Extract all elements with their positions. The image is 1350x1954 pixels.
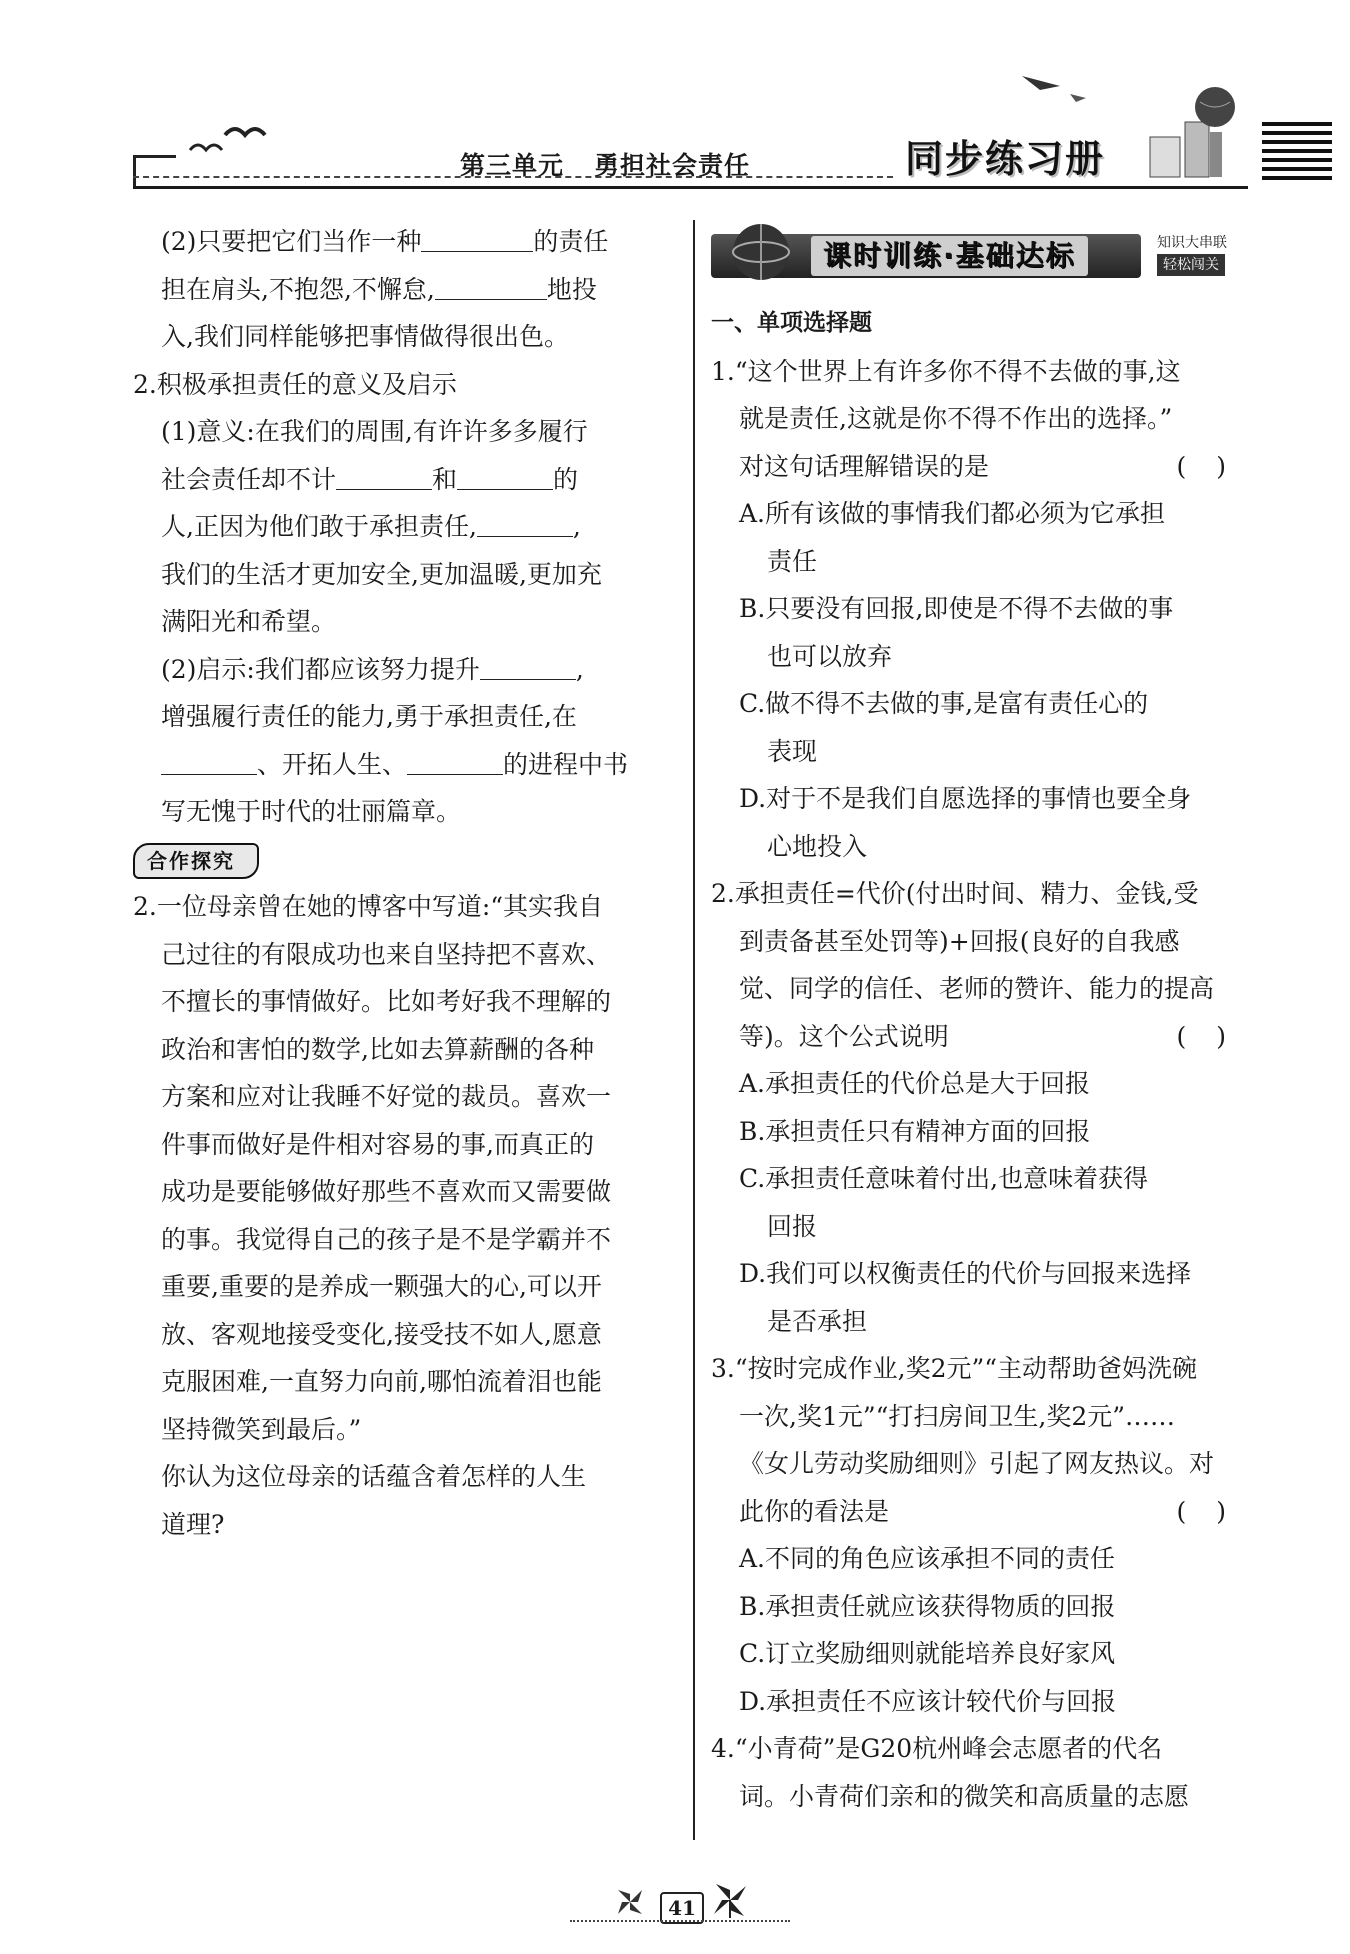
answer-paren[interactable]: () — [1176, 451, 1256, 481]
passage-line: 方案和应对让我睡不好觉的裁员。喜欢一 — [161, 1082, 612, 1111]
unit-number: 第三单元 — [460, 151, 565, 180]
option-d: D.承担责任不应该计较代价与回报 — [739, 1686, 1117, 1716]
passage-line: 成功是要能够做好那些不喜欢而又需要做 — [161, 1177, 612, 1206]
fill-blank[interactable] — [435, 269, 547, 300]
passage-line: 坚持微笑到最后。” — [161, 1414, 362, 1444]
text-line: 一次,奖1元”“打扫房间卫生,奖2元”…… — [739, 1401, 1176, 1431]
passage-line: 的事。我觉得自己的孩子是不是学霸并不 — [161, 1224, 612, 1254]
passage-line: 己过往的有限成功也来自坚持把不喜欢、 — [161, 939, 612, 969]
passage-line: 不擅长的事情做好。比如考好我不理解的 — [161, 987, 612, 1016]
fill-blank[interactable] — [336, 459, 432, 490]
text-line: 2.承担责任=代价(付出时间、精力、金钱,受 — [711, 879, 1199, 908]
birds-icon — [180, 120, 270, 170]
page-number: 41 — [660, 1892, 704, 1924]
left-column — [133, 218, 678, 1548]
passage-line: 件事而做好是件相对容易的事,而真正的 — [161, 1129, 594, 1159]
text-line: 词。小青荷们亲和的微笑和高质量的志愿 — [739, 1781, 1190, 1811]
text-line: 等)。这个公式说明 () — [711, 1013, 1256, 1061]
fill-blank[interactable] — [477, 506, 573, 537]
text-line: 人,正因为他们敢于承担责任, , — [133, 503, 678, 551]
text-line: 2.积极承担责任的意义及启示 — [133, 369, 457, 399]
passage-line: 放、客观地接受变化,接受技不如人,愿意 — [161, 1319, 602, 1349]
book-title: 同步练习册 — [905, 137, 1106, 181]
text-line: (1)意义:在我们的周围,有许许多多履行 — [161, 417, 588, 446]
text-line: 、开拓人生、 的进程中书 — [133, 741, 678, 789]
text-line: 增强履行责任的能力,勇于承担责任,在 — [161, 702, 577, 731]
column-divider — [693, 220, 695, 1840]
text-line: 写无愧于时代的壮丽篇章。 — [161, 797, 462, 826]
text-line: 《女儿劳动奖励细则》引起了网友热议。对 — [739, 1449, 1215, 1478]
answer-paren[interactable]: () — [1176, 1021, 1256, 1051]
option-a: A.所有该做的事情我们都必须为它承担 — [739, 499, 1166, 528]
text-line: 就是责任,这就是你不得不作出的选择。” — [739, 404, 1173, 433]
paper-plane-icon — [1020, 66, 1090, 106]
text-line: 觉、同学的信任、老师的赞许、能力的提高 — [739, 974, 1215, 1003]
text-line: 3.“按时完成作业,奖2元”“主动帮助爸妈洗碗 — [711, 1354, 1198, 1383]
option-d: D.对于不是我们自愿选择的事情也要全身 — [739, 784, 1192, 813]
option-c: C.做不得不去做的事,是富有责任心的 — [739, 689, 1149, 718]
passage-line: 2.一位母亲曾在她的博客中写道:“其实我自 — [133, 892, 604, 921]
header-bracket-decoration — [133, 155, 176, 188]
right-column — [711, 218, 1256, 1820]
page-footer — [570, 1880, 790, 1930]
question-type-heading: 一、单项选择题 — [711, 310, 872, 336]
option-c: C.承担责任意味着付出,也意味着获得 — [739, 1164, 1149, 1193]
option-c: C.订立奖励细则就能培养良好家风 — [739, 1639, 1116, 1668]
banner-title: 课时训练·基础达标 — [811, 236, 1088, 276]
fill-blank[interactable] — [161, 744, 257, 775]
option-a: A.承担责任的代价总是大于回报 — [739, 1069, 1091, 1098]
banner-subtitle — [1157, 232, 1227, 276]
text-line: 对这句话理解错误的是 () — [711, 443, 1256, 491]
header-stripes-decoration — [1262, 122, 1332, 188]
passage-line: 政治和害怕的数学,比如去算薪酬的各种 — [161, 1034, 594, 1064]
globe-icon — [1130, 82, 1250, 182]
banner-sub-2: 轻松闯关 — [1157, 254, 1225, 276]
text-line: 回报 — [767, 1211, 818, 1241]
cooperative-inquiry-tag: 合作探究 — [133, 843, 259, 879]
text-line: 你认为这位母亲的话蕴含着怎样的人生 — [161, 1462, 587, 1491]
passage-line: 克服困难,一直努力向前,哪怕流着泪也能 — [161, 1367, 602, 1396]
text-line: 是否承担 — [767, 1306, 868, 1336]
text-line: 责任 — [767, 546, 818, 576]
text-line: 也可以放弃 — [767, 641, 893, 671]
section-banner — [711, 218, 1256, 288]
text-line: 到责备甚至处罚等)+回报(良好的自我感 — [739, 926, 1180, 956]
header-rule — [133, 186, 1248, 189]
option-b: B.只要没有回报,即使是不得不去做的事 — [739, 594, 1174, 623]
text-line: 此你的看法是 () — [711, 1488, 1256, 1536]
text-line: 1.“这个世界上有许多你不得不去做的事,这 — [711, 356, 1181, 386]
fill-blank[interactable] — [480, 649, 576, 680]
text-line: 担在肩头,不抱怨,不懈怠, 地投 — [133, 266, 678, 314]
text-line: (2)只要把它们当作一种 的责任 — [133, 218, 678, 266]
option-a: A.不同的角色应该承担不同的责任 — [739, 1544, 1116, 1573]
banner-sub-1: 知识大串联 — [1157, 235, 1227, 251]
option-b: B.承担责任只有精神方面的回报 — [739, 1116, 1091, 1146]
unit-title — [460, 146, 750, 182]
option-b: B.承担责任就应该获得物质的回报 — [739, 1591, 1116, 1621]
pinwheel-icon — [710, 1880, 750, 1920]
question-2-passage — [133, 883, 678, 1453]
fill-blank[interactable] — [457, 459, 553, 490]
text-line: 4.“小青荷”是G20杭州峰会志愿者的代名 — [711, 1734, 1163, 1763]
text-line: 入,我们同样能够把事情做得很出色。 — [161, 322, 569, 351]
text-line: 我们的生活才更加安全,更加温暖,更加充 — [161, 559, 602, 589]
text-line: 满阳光和希望。 — [161, 607, 337, 636]
globe-icon — [721, 218, 801, 288]
text-line: 心地投入 — [767, 831, 868, 861]
pinwheel-icon — [610, 1884, 650, 1920]
answer-paren[interactable]: () — [1176, 1496, 1256, 1526]
page-header — [0, 0, 1350, 200]
footer-dotted-line — [570, 1920, 790, 1922]
text-line: 表现 — [767, 736, 818, 766]
text-line: 道理? — [161, 1509, 225, 1539]
unit-name: 勇担社会责任 — [594, 151, 751, 180]
passage-line: 重要,重要的是养成一颗强大的心,可以开 — [161, 1272, 602, 1301]
text-line: (2)启示:我们都应该努力提升 , — [133, 646, 678, 694]
option-d: D.我们可以权衡责任的代价与回报来选择 — [739, 1259, 1192, 1288]
fill-blank[interactable] — [421, 221, 533, 252]
fill-blank[interactable] — [407, 744, 503, 775]
text-line: 社会责任却不计 和 的 — [133, 456, 678, 504]
